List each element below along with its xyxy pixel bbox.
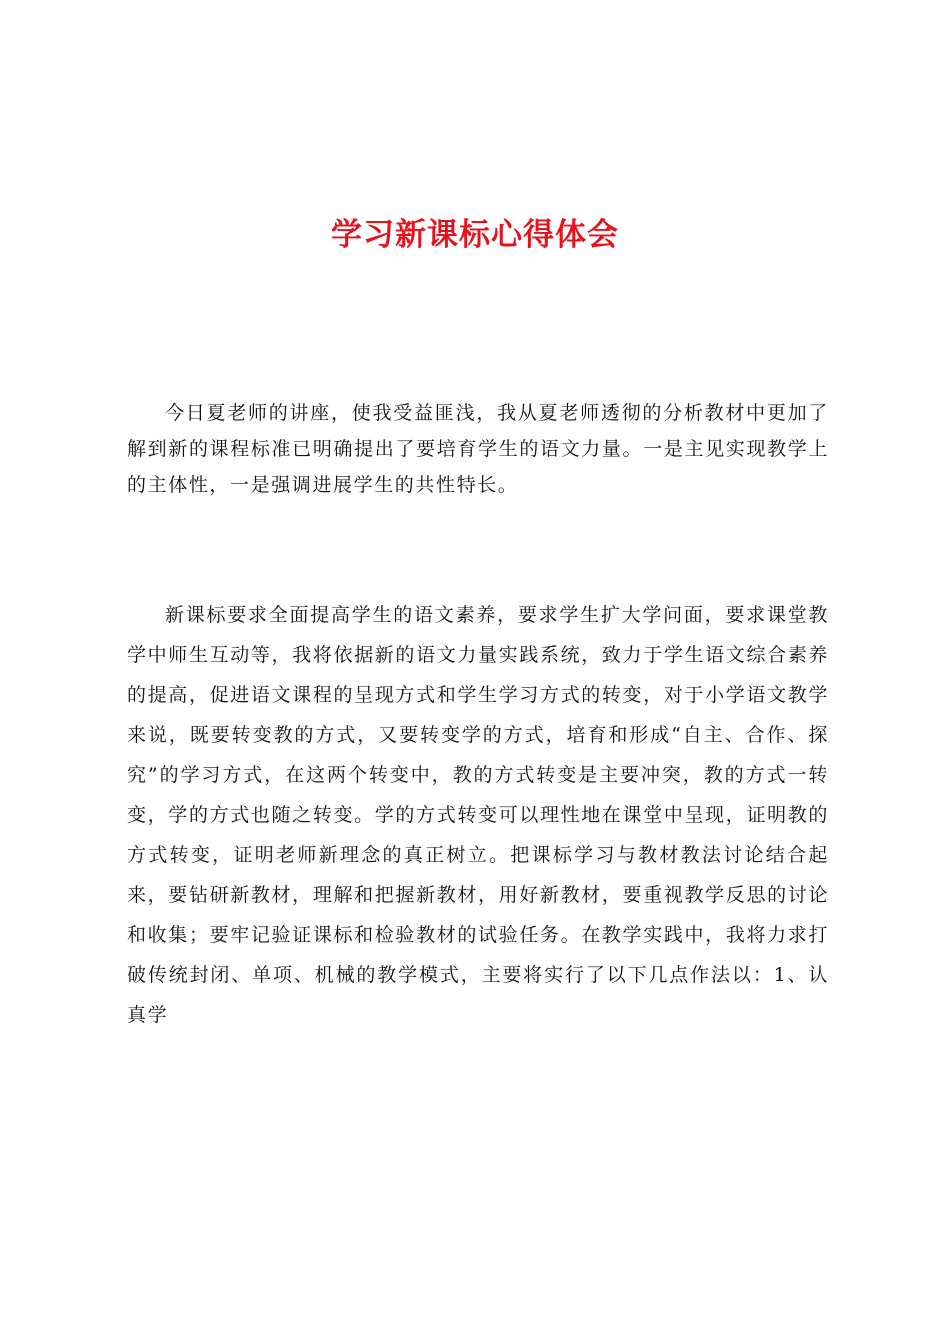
document-title: 学习新课标心得体会 [331,217,619,253]
paragraph-1: 今日夏老师的讲座，使我受益匪浅，我从夏老师透彻的分析教材中更加了解到新的课程标准已明确提出了要培育学生的语文力量。一是主见实现教学上的主体性，一是强调进展学生的共性特长。 [127,402,829,496]
paragraph-2: 新课标要求全面提高学生的语文素养，要求学生扩大学问面，要求课堂教学中师生互动等，我将依据新的语文力量实践系统，致力于学生语文综合素养的提高，促进语文课程的呈现方式和学生学习方式的转变，对于小学语文教学来说，既要转变教的方式，又要转变学的方式，培育和形成“自主、合作、探究”的学习方式，在这两个转变中，教的方式转变是主要冲突，教的方式一转变，学的方式也随之转变。学的方式转变可以理性地在课堂中呈现，证明教的方式转变，证明老师新理念的真正树立。把课标学习与教材教法讨论结合起来，要钻研新教材，理解和把握新教材，用好新教材，要重视教学反思的讨论和收集；要牢记验证课标和检验教材的试验任务。在教学实践中，我将力求打破传统封闭、单项、机械的教学模式，主要将实行了以下几点作法以：1、认真学 [127,604,829,1026]
